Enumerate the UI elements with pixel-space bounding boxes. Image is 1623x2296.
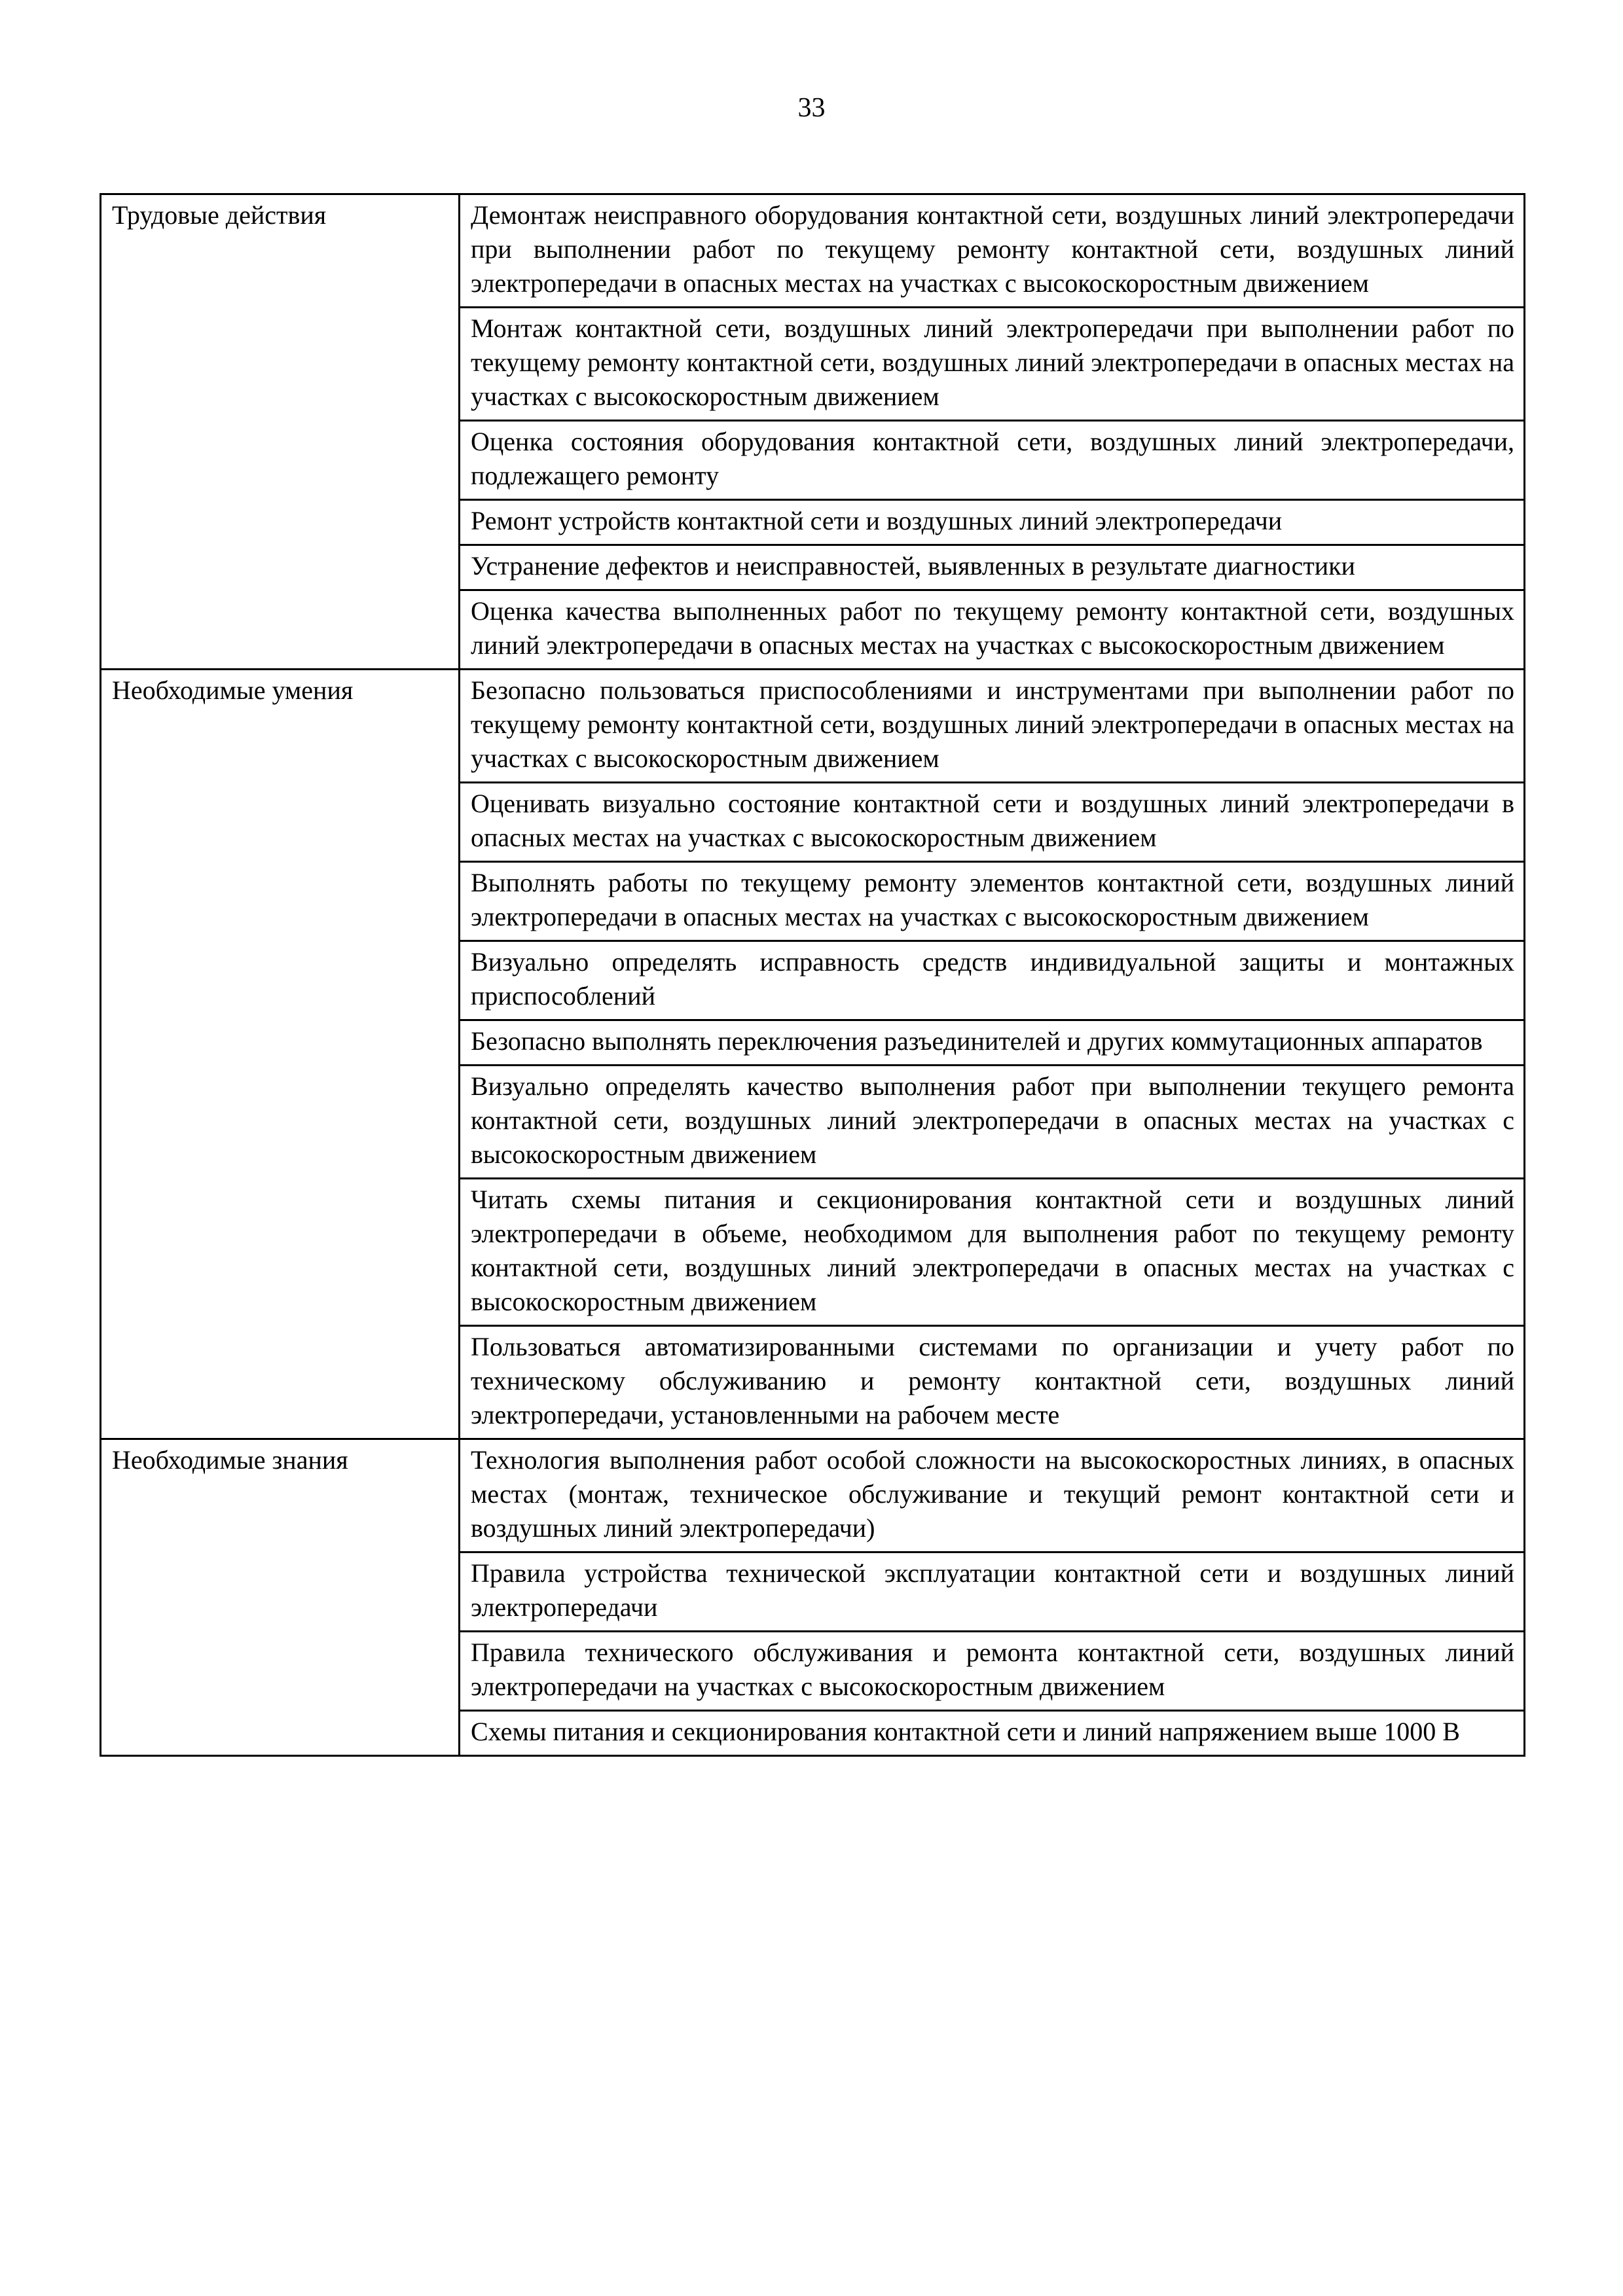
row-label-required-knowledge: Необходимые знания [101, 1439, 460, 1756]
table-cell: Демонтаж неисправного оборудования контактной сети, воздушных линий электропередачи при выполнении работ по текущему ремонту контактной сети, воздушных линий электропередачи в опасных местах на участках с высокоскоростным движением [460, 194, 1525, 308]
table-cell: Монтаж контактной сети, воздушных линий электропередачи при выполнении работ по текущему ремонту контактной сети, воздушных линий электропередачи в опасных местах на участках с высокоскоростным движением [460, 308, 1525, 421]
table-cell: Устранение дефектов и неисправностей, выявленных в результате диагностики [460, 545, 1525, 590]
table-cell: Читать схемы питания и секционирования контактной сети и воздушных линий электропередачи в объеме, необходимом для выполнения работ по текущему ремонту контактной сети, воздушных линий электропередачи в опасных местах на участках с высокоскоростным движением [460, 1179, 1525, 1326]
table-cell: Правила устройства технической эксплуатации контактной сети и воздушных линий электропередачи [460, 1552, 1525, 1632]
table-row [101, 1439, 1525, 1552]
row-label-labor-actions: Трудовые действия [101, 194, 460, 670]
table-cell: Безопасно выполнять переключения разъединителей и других коммутационных аппаратов [460, 1020, 1525, 1066]
table-row [101, 194, 1525, 308]
table-cell: Оценка состояния оборудования контактной сети, воздушных линий электропередачи, подлежащего ремонту [460, 421, 1525, 500]
table-cell: Оценивать визуально состояние контактной сети и воздушных линий электропередачи в опасных местах на участках с высокоскоростным движением [460, 783, 1525, 862]
page-number: 33 [797, 93, 826, 123]
table-cell: Визуально определять исправность средств индивидуальной защиты и монтажных приспособлений [460, 941, 1525, 1020]
row-label-required-skills: Необходимые умения [101, 670, 460, 1439]
table-row [101, 670, 1525, 783]
table-cell: Оценка качества выполненных работ по текущему ремонту контактной сети, воздушных линий электропередачи в опасных местах на участках с высокоскоростным движением [460, 590, 1525, 670]
table-cell: Схемы питания и секционирования контактной сети и линий напряжением выше 1000 В [460, 1711, 1525, 1756]
competency-table [100, 193, 1525, 1757]
table-cell: Технология выполнения работ особой сложности на высокоскоростных линиях, в опасных местах (монтаж, техническое обслуживание и текущий ремонт контактной сети и воздушных линий электропередачи) [460, 1439, 1525, 1552]
table-cell: Безопасно пользоваться приспособлениями и инструментами при выполнении работ по текущему ремонту контактной сети, воздушных линий электропередачи в опасных местах на участках с высокоскоростным движением [460, 670, 1525, 783]
table-cell: Выполнять работы по текущему ремонту элементов контактной сети, воздушных линий электропередачи в опасных местах на участках с высокоскоростным движением [460, 862, 1525, 941]
table-cell: Визуально определять качество выполнения работ при выполнении текущего ремонта контактной сети, воздушных линий электропередачи в опасных местах на участках с высокоскоростным движением [460, 1066, 1525, 1179]
table-cell: Правила технического обслуживания и ремонта контактной сети, воздушных линий электропередачи на участках с высокоскоростным движением [460, 1632, 1525, 1711]
table-cell: Пользоваться автоматизированными системами по организации и учету работ по техническому обслуживанию и ремонту контактной сети, воздушных линий электропередачи, установленными на рабочем месте [460, 1326, 1525, 1439]
table-cell: Ремонт устройств контактной сети и воздушных линий электропередачи [460, 500, 1525, 545]
